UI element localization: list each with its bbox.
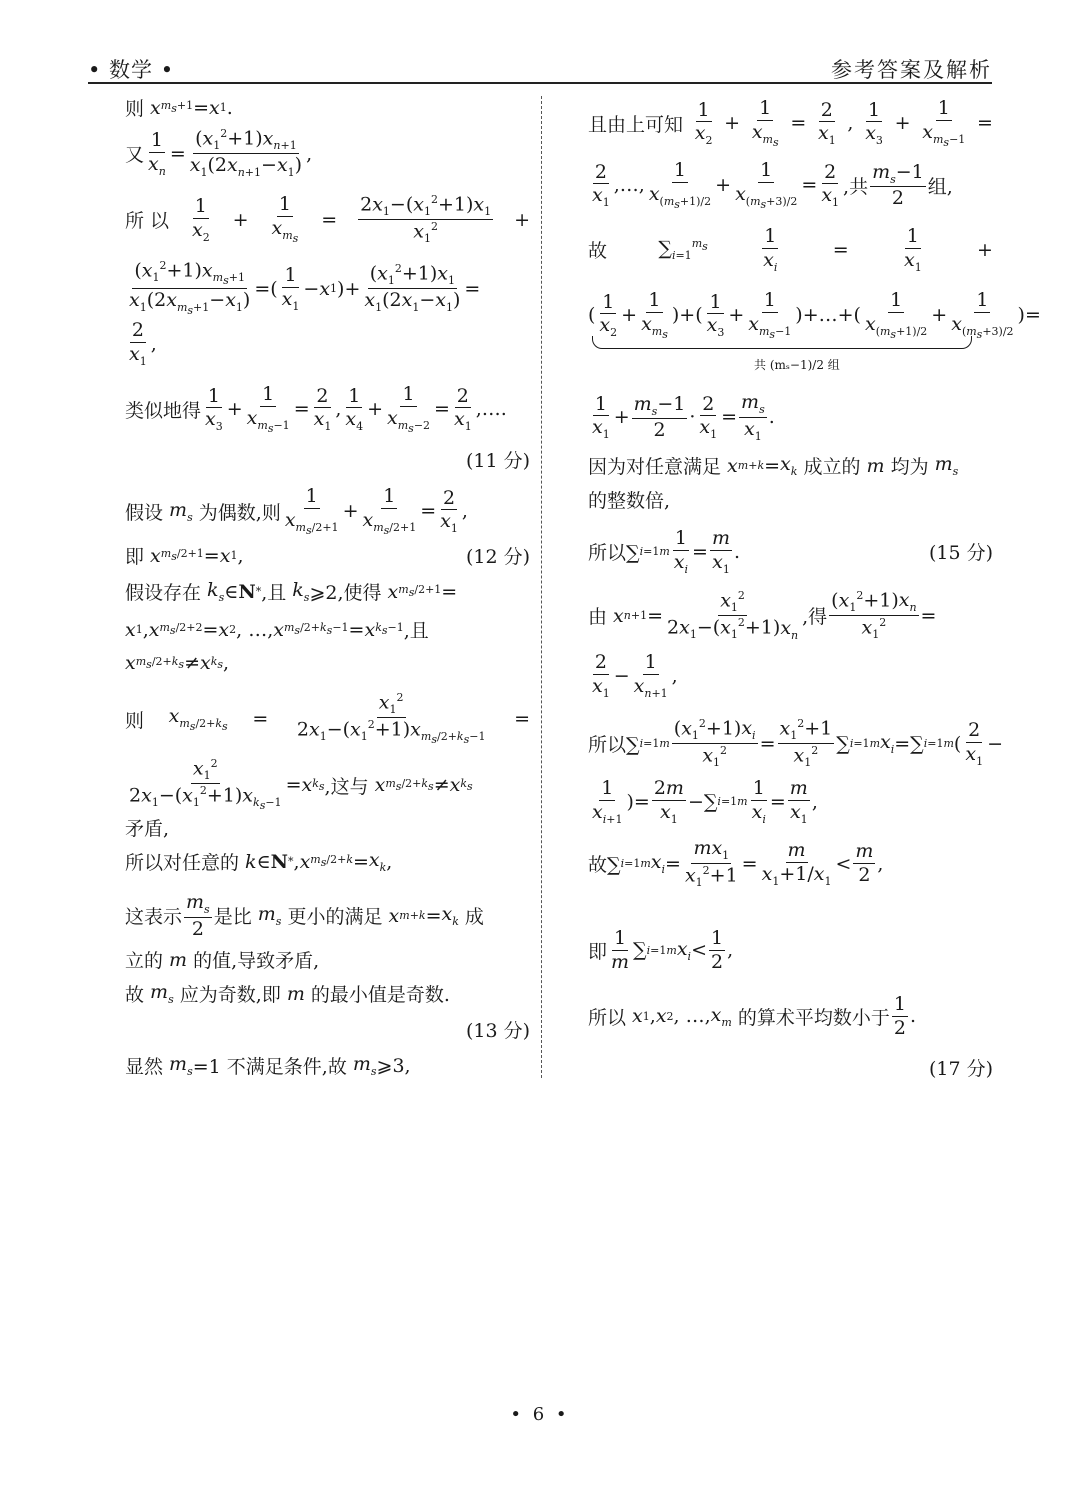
math-line: 显然 $m_s$ =1 不满足条件,故 $m_s$ ⩾3, [125, 1053, 411, 1078]
page-number: • 6 • [510, 1404, 570, 1425]
math-line: 即 1 m ∑ i=1 m $x_i$ < 1 2 , [588, 927, 734, 973]
doc-title: 参考答案及解析 [831, 58, 992, 82]
underbrace-label: 共 (mₛ−1)/2 组 [754, 358, 840, 372]
math-line: 类似地得 1 $x_3$ + 1 $x_{m_s-1}$ = 2 $x_1$ , 1 $x_4$ + 1 $x_{m_s-2}$ = 2 $x_1$ ,…. [125, 383, 507, 435]
math-line: 且由上可知 1 $x_2$ + 1 $x_{m_s}$ = $\frac{2}{x_1}$ , 1 $x_3$ + 1 $x_{m_s-1}$ = [588, 97, 993, 149]
math-line: 的整数倍, [588, 490, 671, 512]
math-line: 即 x $m_s/2+1$ = x 1 , [125, 544, 244, 568]
math-line: 1 $x_{i+1}$ )= 2m $x_1$ −∑ i=1 m 1 $x_i$ = m $x_1$ , [592, 777, 818, 826]
math-line: 故 $m_s$ 应为奇数,即 m 的最小值是奇数. [125, 981, 450, 1006]
math-line: x $m_s/2+k_s$ ≠ x $k_s$ , [125, 652, 230, 674]
math-line: 矛盾, [125, 818, 170, 840]
math-line: 2 $x_1$ ,…, 1 $x_{(m_s+1)/2}$ + 1 $x_{(m_s+3)/2}$ = 2 $x_1$ ,共 $m_s-1$ 2 组, [592, 159, 953, 211]
underbrace [592, 336, 972, 349]
math-line: 假设 $m_s$ 为偶数,则 1 $x_{m_s/2+1}$ + 1 $x_{m_s/2+1}$ = 2 $x_1$ , [125, 485, 468, 537]
math-line: 则 $x_{m_s/2+k_s}$ = $x_1^2$ $2x_1-(x_1^2+1)x_{m_s/2+k_s-1}$ = [125, 691, 530, 747]
math-line: 又 1 $x_n$ = $(x_1^2+1)x_{n+1}$ $x_1(2x_{n+1}-x_1)$ , [125, 127, 313, 180]
math-line: 故∑ i=1 m $x_i$ = $mx_1$ $x_1^2+1$ = m $x_1+1/x_1$ < m 2 , [588, 837, 884, 890]
math-line: 由 x n+1 = $x_1^2$ $2x_1-(x_1^2+1)x_n$ ,得 $(x_1^2+1)x_n$ $x_1^2$ = [588, 589, 937, 642]
math-line: 所以∑ i=1 m 1 $x_i$ = m $x_1$ . [588, 527, 741, 576]
math-line: $(x_1^2+1)x_{m_s+1}$ $x_1(2x_{m_s+1}-x_1)$ =( 1 $x_1$ − x 1 )+ $(x_1^2+1)x_1$ $x_1(2x_1-x_1)$ = [129, 259, 481, 318]
math-line: 假设存在 $k_s$ ∈ N * ,且 $k_s$ ⩾2,使得 x $m_s/2+1$ = [125, 579, 458, 604]
math-line: 则 x $m_s+1$ = x 1 . [125, 96, 233, 120]
math-line: 2 $x_1$ − 1 $x_{n+1}$ , [592, 651, 678, 700]
math-line: 所以∑ i=1 m $(x_1^2+1)x_i$ $x_1^2$ = $x_1^2+1$ $x_1^2$ ∑ i=1 m $x_i$ =∑ i=1 m ( 2 $x_1$ − [588, 717, 1003, 770]
score-mark: (12 分) [465, 546, 530, 568]
math-line: x 1 , x $m_s/2+2$ = x 2 , …, x $m_s/2+k_s-1$ = x $k_s-1$ ,且 [125, 618, 429, 642]
math-line: ( 1 $x_2$ + 1 $x_{m_s}$ )+( 1 $x_3$ + 1 $x_{m_s-1}$ )+…+( 1 $x_{(m_s+1)/2}$ + 1 $x_{(m_s+3)/2}$ )= [588, 289, 1041, 341]
score-mark: (17 分) [928, 1058, 993, 1080]
math-line: 故 $\sum_{i=1}^{m_s}$ $\frac{1}{x_i}$ = $\frac{1}{x_1}$ + [588, 225, 993, 274]
score-mark: (11 分) [465, 450, 530, 472]
math-line: $x_1^2$ $2x_1-(x_1^2+1)x_{k_s-1}$ = x $k_s$ ,这与 x $m_s/2+k_s$ ≠ x $k_s$ [129, 757, 473, 813]
column-divider [541, 96, 542, 1078]
math-line: 所 以 1 $x_2$ + 1 $x_{m_s}$ = $\frac{2x_1-(x_1^2+1)x_1}{x_1^2}$ + [125, 193, 530, 246]
page-header [88, 50, 992, 84]
subject-label: • 数学 • [88, 58, 175, 82]
math-line: 立的 m 的值,导致矛盾, [125, 948, 320, 972]
math-line: 所以 x 1 , x 2 , …, $x_m$ 的算术平均数小于 1 2 . [588, 993, 917, 1039]
math-line: 因为对任意满足 x m+k = $x_k$ 成立的 m 均为 $m_s$ [588, 453, 959, 478]
math-line: 这表示 $m_s$ 2 是比 $m_s$ 更小的满足 x m+k = $x_k$ 成 [125, 891, 484, 940]
math-line: 所以对任意的 k ∈ N * , x $m_s/2+k$ = $x_k$ , [125, 849, 393, 874]
score-mark: (15 分) [928, 542, 993, 564]
score-mark: (13 分) [465, 1020, 530, 1042]
math-line: 1 $x_1$ + $m_s-1$ 2 · 2 $x_1$ = $m_s$ $x_1$ . [592, 391, 775, 443]
math-line: 2 $x_1$ , [129, 319, 157, 368]
